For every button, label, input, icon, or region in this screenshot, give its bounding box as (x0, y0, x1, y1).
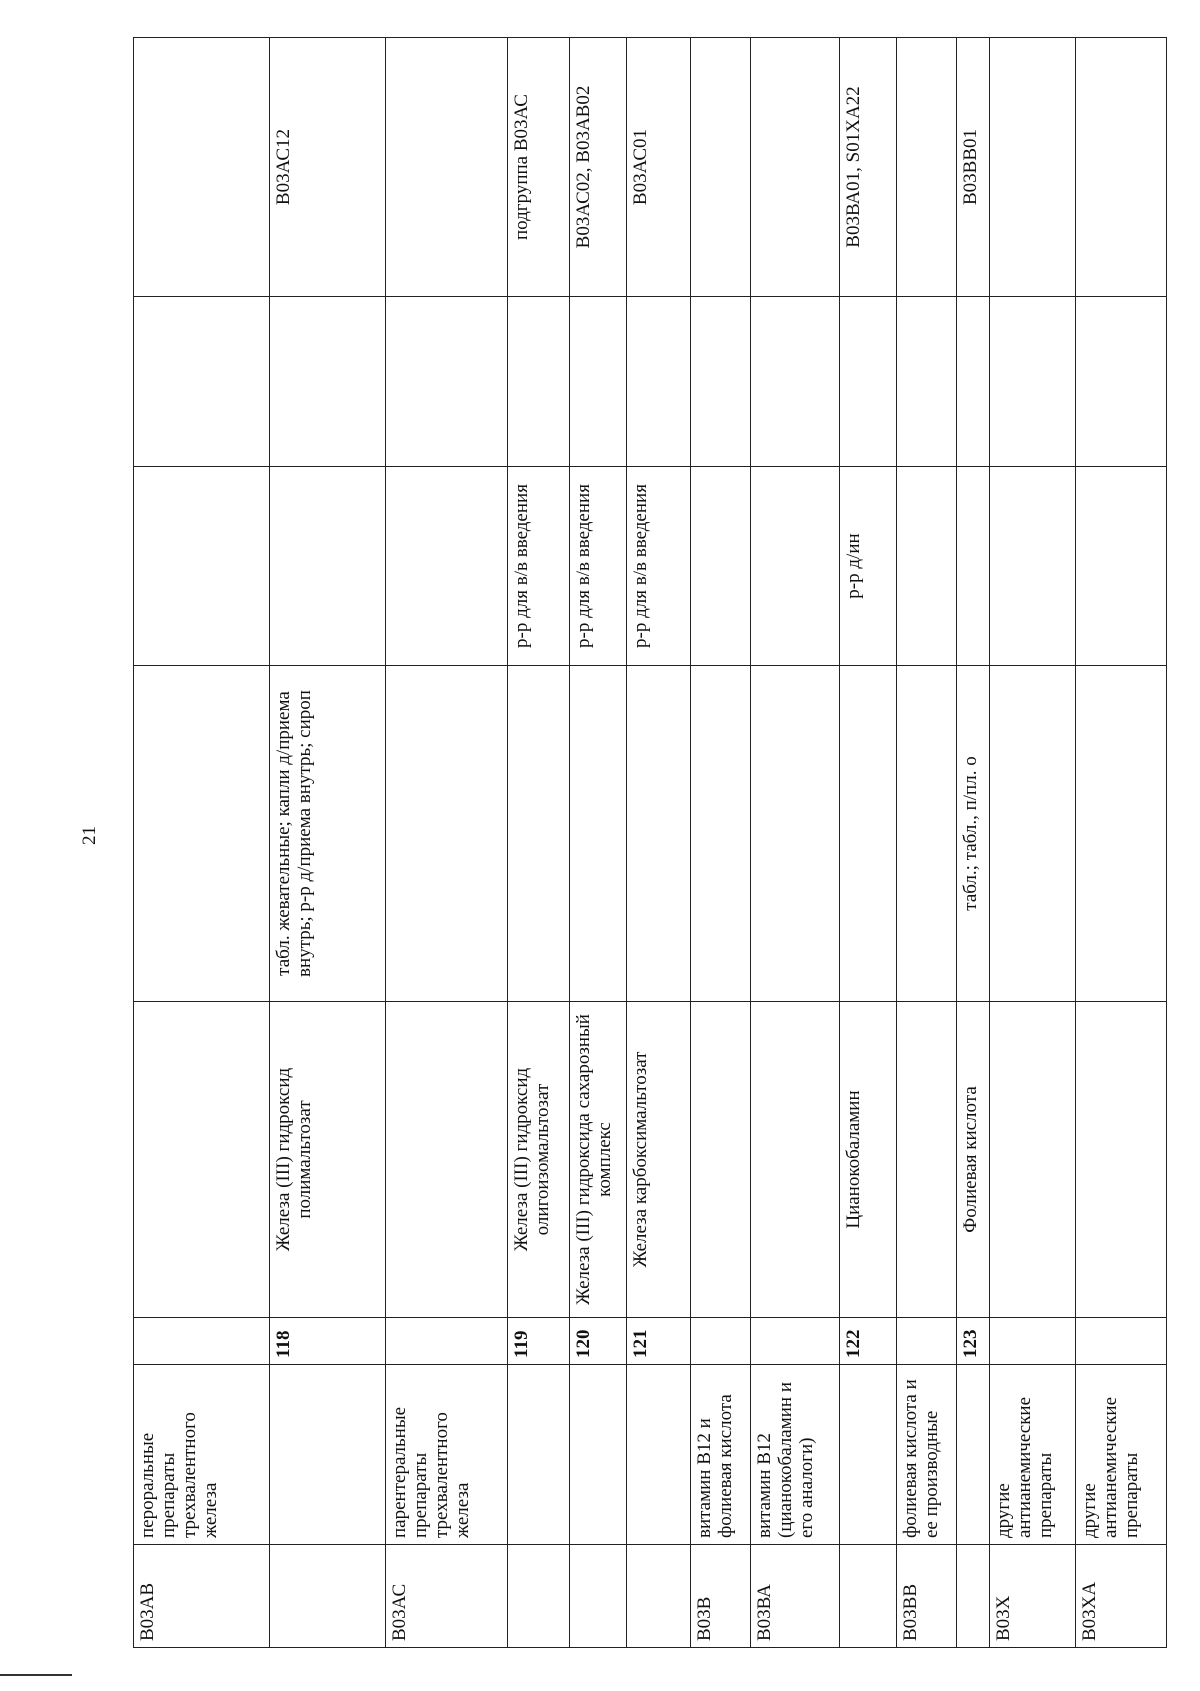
group-name (270, 1365, 386, 1545)
group-name: пероральные препараты трехвалентного железа (134, 1365, 270, 1545)
dosage-forms-oral (134, 666, 270, 1002)
atc-group-code: В03В (690, 1545, 750, 1648)
dosage-forms-oral (627, 666, 691, 1002)
group-name (569, 1365, 627, 1545)
dosage-forms-parenteral (990, 467, 1076, 666)
atc-group-code (839, 1545, 896, 1648)
group-name (508, 1365, 569, 1545)
group-name: фолиевая кислота и ее производные (896, 1365, 956, 1545)
atc-code: В03ВА01, S01XA22 (839, 38, 896, 297)
dosage-forms-parenteral (385, 467, 507, 666)
atc-code (1075, 38, 1166, 297)
drug-name (1075, 1002, 1166, 1318)
item-number: 121 (627, 1318, 691, 1365)
table-body (134, 38, 1167, 1648)
item-number (896, 1318, 956, 1365)
dosage-forms-parenteral (270, 467, 386, 666)
atc-group-code: В03ВВ (896, 1545, 956, 1648)
group-name: витамин В12 (цианокобаламин и его аналоги) (750, 1365, 839, 1545)
drug-name: Железа (III) гидроксида сахарозный комплекс (569, 1002, 627, 1318)
atc-group-code: В03Х (990, 1545, 1076, 1648)
atc-code (896, 38, 956, 297)
dosage-forms-oral (690, 666, 750, 1002)
item-number (1075, 1318, 1166, 1365)
drug-name: Фолиевая кислота (956, 1002, 990, 1318)
table-row (385, 38, 507, 1648)
atc-group-code: В03ВА (750, 1545, 839, 1648)
item-number: 120 (569, 1318, 627, 1365)
dosage-forms-oral (569, 666, 627, 1002)
atc-group-code: В03АС (385, 1545, 507, 1648)
drug-name: Цианокобаламин (839, 1002, 896, 1318)
item-number (385, 1318, 507, 1365)
table-row (839, 38, 896, 1648)
group-name (839, 1365, 896, 1545)
atc-code: В03АС12 (270, 38, 386, 297)
atc-group-code: В03АВ (134, 1545, 270, 1648)
table-row (134, 38, 270, 1648)
table-row (896, 38, 956, 1648)
drug-name (896, 1002, 956, 1318)
atc-code (750, 38, 839, 297)
table-row (690, 38, 750, 1648)
atc-code (990, 38, 1076, 297)
group-name (956, 1365, 990, 1545)
table-row (990, 38, 1076, 1648)
atc-group-code (508, 1545, 569, 1648)
item-number: 123 (956, 1318, 990, 1365)
dosage-forms-parenteral (134, 467, 270, 666)
dosage-forms-oral (508, 666, 569, 1002)
page-number: 21 (79, 826, 100, 845)
group-name: парентеральные препараты трехвалентного железа (385, 1365, 507, 1545)
dosage-forms-parenteral: р-р д/ин (839, 467, 896, 666)
table-row (569, 38, 627, 1648)
table-row (508, 38, 569, 1648)
group-name: витамин В12 и фолиевая кислота (690, 1365, 750, 1545)
note (839, 297, 896, 467)
dosage-forms-parenteral: р-р для в/в введения (569, 467, 627, 666)
atc-code: В03ВВ01 (956, 38, 990, 297)
atc-code (385, 38, 507, 297)
atc-code: В03АС01 (627, 38, 691, 297)
note (385, 297, 507, 467)
note (569, 297, 627, 467)
dosage-forms-oral: табл.; табл., п/пл. о (956, 666, 990, 1002)
group-name: другие антианемические препараты (990, 1365, 1076, 1545)
drug-name (990, 1002, 1076, 1318)
drug-name: Железа карбоксимальтозат (627, 1002, 691, 1318)
note (1075, 297, 1166, 467)
drug-name (134, 1002, 270, 1318)
table-row (750, 38, 839, 1648)
atc-group-code (270, 1545, 386, 1648)
atc-code: В03АС02, В03АВ02 (569, 38, 627, 297)
atc-code (690, 38, 750, 297)
drug-name (690, 1002, 750, 1318)
atc-group-code (569, 1545, 627, 1648)
note (690, 297, 750, 467)
dosage-forms-oral (990, 666, 1076, 1002)
note (956, 297, 990, 467)
drug-name: Железа (III) гидроксид олигоизомальтозат (508, 1002, 569, 1318)
drug-name (385, 1002, 507, 1318)
atc-code: подгруппа В03АС (508, 38, 569, 297)
dosage-forms-oral (385, 666, 507, 1002)
dosage-forms-oral: табл. жевательные; капли д/приема внутрь; р-р д/приема внутрь; сироп (270, 666, 386, 1002)
note (990, 297, 1076, 467)
drug-name: Железа (III) гидроксид полимальтозат (270, 1002, 386, 1318)
dosage-forms-oral (839, 666, 896, 1002)
item-number (990, 1318, 1076, 1365)
atc-group-code (956, 1545, 990, 1648)
item-number: 122 (839, 1318, 896, 1365)
atc-group-code: В03ХА (1075, 1545, 1166, 1648)
note (134, 297, 270, 467)
atc-code (134, 38, 270, 297)
item-number (134, 1318, 270, 1365)
note (270, 297, 386, 467)
note (627, 297, 691, 467)
dosage-forms-oral (1075, 666, 1166, 1002)
table-row (270, 38, 386, 1648)
table-row (627, 38, 691, 1648)
atc-group-code (627, 1545, 691, 1648)
note (896, 297, 956, 467)
dosage-forms-parenteral (690, 467, 750, 666)
item-number: 118 (270, 1318, 386, 1365)
drug-name (750, 1002, 839, 1318)
dosage-forms-parenteral (896, 467, 956, 666)
rotated-table-container (133, 38, 1167, 1648)
drug-table (133, 37, 1167, 1648)
item-number (750, 1318, 839, 1365)
dosage-forms-oral (750, 666, 839, 1002)
note (750, 297, 839, 467)
dosage-forms-parenteral (1075, 467, 1166, 666)
item-number: 119 (508, 1318, 569, 1365)
dosage-forms-parenteral: р-р для в/в введения (508, 467, 569, 666)
group-name: другие антианемические препараты (1075, 1365, 1166, 1545)
bottom-edge-mark (0, 1674, 72, 1676)
dosage-forms-parenteral (750, 467, 839, 666)
table-row (956, 38, 990, 1648)
item-number (690, 1318, 750, 1365)
dosage-forms-parenteral (956, 467, 990, 666)
dosage-forms-parenteral: р-р для в/в введения (627, 467, 691, 666)
table-row (1075, 38, 1166, 1648)
group-name (627, 1365, 691, 1545)
dosage-forms-oral (896, 666, 956, 1002)
note (508, 297, 569, 467)
